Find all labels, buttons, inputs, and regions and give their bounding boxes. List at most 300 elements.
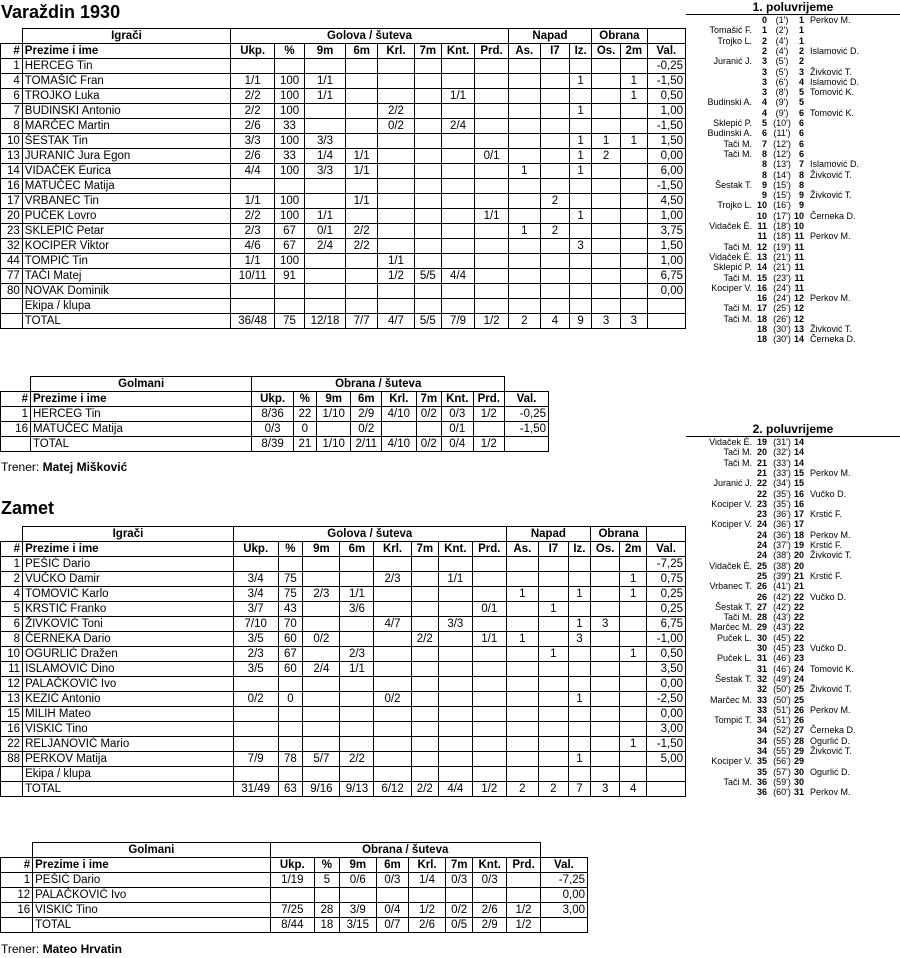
goal-minute: (4') [775,35,789,46]
col-val-header: Val. [540,858,587,873]
goal-minute: (36') [773,509,791,520]
player-number: 80 [1,284,23,299]
cell-iz [570,119,592,134]
cell-iz [570,284,592,299]
cell-i7 [540,284,569,299]
goal-event [686,458,900,468]
cell-iz: 1 [570,74,592,89]
cell-m2: 4 [620,782,647,797]
table-row [1,707,686,722]
goalkeeper-name: PALAČKOVIĆ Ivo [33,888,270,903]
home-score: 11 [757,231,767,242]
player-number: 13 [1,692,23,707]
cell-prd [472,587,506,602]
cell-m2 [621,254,648,269]
goal-minute: (1') [775,15,789,25]
cell-val: 6,75 [647,269,685,284]
home-score: 22 [756,488,767,499]
cell-krl [378,194,415,209]
cell-os [592,299,621,314]
home-scorer: Sklepić P. [713,262,752,273]
cell-prd [475,224,509,239]
away-score: 1 [798,35,804,46]
away-score: 22 [793,622,804,633]
cell-s6 [346,119,378,134]
cell-s9 [304,119,345,134]
cell-prd [475,59,509,74]
cell-s9: 3/3 [304,134,345,149]
table-row [1,164,686,179]
goal-minute: (2') [775,25,789,36]
cell-krl [374,647,411,662]
home-scorer: Šestak T. [715,673,752,684]
cell-val: 3,75 [647,224,685,239]
cell-s9: 2/4 [304,239,345,254]
home-score: 35 [756,756,767,767]
cell-prd: 1/2 [473,407,505,422]
cell-s9: 12/18 [304,314,345,329]
cell-prd [472,662,506,677]
home-score: 15 [756,272,767,283]
col-s6-header: 6m [340,542,374,557]
cell-val: 0,75 [647,572,686,587]
away-score: 6 [798,148,804,159]
cell-pct: 100 [275,254,305,269]
cell-krl [382,422,417,437]
cell-krl: 4/7 [374,617,411,632]
cell-os [592,59,621,74]
cell-iz [568,707,590,722]
cell-as [508,104,540,119]
cell-s7 [414,134,441,149]
away-scorer: Islamović D. [810,45,860,56]
cell-knt [441,284,475,299]
cell-s7 [414,254,441,269]
cell-s9: 1/4 [304,149,345,164]
goalkeeper-number [1,918,33,933]
goal-minute: (12') [773,138,791,149]
away-scorer: Tomović K. [810,107,855,118]
cell-s7 [414,194,441,209]
cell-s6: 2/2 [340,752,374,767]
cell-i7 [540,74,569,89]
cell-as [506,722,538,737]
goal-event [686,643,900,653]
col-ukp-header: Ukp. [270,858,315,873]
player-name: SKLEPIĆ Petar [22,224,230,239]
cell-ukp [233,767,278,782]
cell-knt: 2/6 [473,903,507,918]
cell-i7 [540,239,569,254]
cell-s9 [303,737,340,752]
player-name: PALAČKOVIĆ Ivo [23,677,234,692]
cell-krl [374,677,411,692]
away-score: 21 [793,581,804,592]
cell-as [506,647,538,662]
cell-s7 [414,224,441,239]
goal-event [686,756,900,766]
col-num-header: # [1,858,33,873]
home-score: 4 [761,97,767,108]
col-os-header: Os. [592,44,621,59]
away-score: 14 [793,437,804,447]
cell-s7: 5/5 [414,269,441,284]
attack-group-header: Napad [508,29,591,44]
cell-os: 1 [592,134,621,149]
cell-os [592,119,621,134]
player-name: TROJKO Luka [22,89,230,104]
table-row [1,134,686,149]
home-score: 35 [756,766,767,777]
spacer [647,527,686,542]
cell-prd [472,737,506,752]
cell-pct [275,179,305,194]
cell-knt [438,662,472,677]
goal-event [686,36,900,46]
cell-prd [475,194,509,209]
cell-iz [568,662,590,677]
away-score: 2 [798,56,804,67]
cell-pct: 67 [278,647,303,662]
cell-ukp: 8/44 [270,918,315,933]
cell-s6: 1/1 [340,587,374,602]
away-scorer: Ogurlić D. [810,735,851,746]
cell-krl: 0/2 [378,119,415,134]
cell-i7: 4 [540,314,569,329]
goal-minute: (45') [773,632,791,643]
cell-s7 [411,662,438,677]
player-number: 4 [1,74,23,89]
cell-knt: 2/4 [441,119,475,134]
col-num-header: # [1,44,23,59]
away-score: 1 [798,25,804,36]
cell-pct [278,737,303,752]
cell-iz: 1 [570,209,592,224]
player-name: HERCEG Tin [22,59,230,74]
cell-knt [441,104,475,119]
cell-val: 1,00 [647,209,685,224]
away-scorer: Živković T. [810,684,852,695]
home-score: 5 [761,118,767,128]
goal-minute: (42') [773,591,791,602]
cell-m2 [621,119,648,134]
cell-prd [472,677,506,692]
away-score: 12 [793,313,804,324]
player-name: PEŠIĆ Dario [23,557,234,572]
player-name: Ekipa / klupa [23,767,234,782]
cell-pct: 63 [278,782,303,797]
cell-i7 [540,269,569,284]
spacer [1,29,23,44]
player-number: 20 [1,209,23,224]
cell-os [592,254,621,269]
cell-knt [441,179,475,194]
cell-s7: 5/5 [414,314,441,329]
goal-minute: (30') [773,334,791,345]
cell-pct: 100 [275,209,305,224]
cell-os [592,224,621,239]
cell-iz: 1 [568,692,590,707]
cell-pct: 100 [275,104,305,119]
cell-s7 [414,209,441,224]
cell-ukp: 0/2 [233,692,278,707]
away-players-table [0,526,686,797]
cell-krl [378,299,415,314]
cell-s7 [411,587,438,602]
cell-s6: 9/13 [340,782,374,797]
cell-s6: 0/2 [351,422,382,437]
cell-as [508,134,540,149]
col-krl-header: Krl. [408,858,445,873]
player-number: 5 [1,602,23,617]
player-name: TAČI Matej [22,269,230,284]
home-score: 3 [761,56,767,67]
away-coach-name: Mateo Hrvatin [42,942,122,956]
goal-event [686,211,900,221]
home-score: 13 [756,251,767,262]
cell-i7 [540,104,569,119]
cell-krl [378,164,415,179]
cell-s7 [411,737,438,752]
home-score: 26 [756,581,767,592]
cell-s6: 1/1 [346,149,378,164]
goalkeeper-number: 1 [1,873,33,888]
cell-krl: 4/7 [378,314,415,329]
home-score: 32 [756,673,767,684]
cell-os [591,737,620,752]
home-score: 31 [756,653,767,664]
col-prd-header: Prd. [472,542,506,557]
cell-ukp: 8/36 [252,407,294,422]
cell-ukp: 1/1 [231,74,275,89]
goal-minute: (43') [773,612,791,623]
cell-ukp: 1/1 [231,194,275,209]
player-number: 8 [1,119,23,134]
col-m2-header: 2m [620,542,647,557]
cell-val: 1,50 [647,239,685,254]
cell-i7: 2 [540,194,569,209]
cell-pct: 91 [275,269,305,284]
away-score: 11 [794,241,804,252]
cell-i7 [538,767,568,782]
home-scorer: Tači M. [723,313,752,324]
cell-pct: 100 [275,74,305,89]
player-name: JURANIĆ Jura Egon [22,149,230,164]
cell-s6: 2/11 [351,437,382,452]
home-scorer: Vidaček Ė. [709,560,752,571]
cell-krl [378,149,415,164]
home-scorer: Juranić J. [713,56,752,67]
cell-knt [441,239,475,254]
goal-event [686,324,900,334]
table-row [1,647,686,662]
cell-s9 [304,269,345,284]
cell-val: -1,50 [647,74,685,89]
cell-knt [441,299,475,314]
cell-s9: 1/1 [304,209,345,224]
home-scorer: Tači M. [723,272,752,283]
player-number: 16 [1,179,23,194]
cell-val: 0,25 [647,602,686,617]
away-scorer: Černeka D. [810,210,856,221]
cell-prd [475,74,509,89]
col-val-header: Val. [505,392,549,407]
away-score: 24 [793,663,804,674]
player-name: VIDAČEK Ėurica [22,164,230,179]
cell-s9: 3/3 [304,164,345,179]
cell-ukp: 10/11 [231,269,275,284]
cell-s9: 5/7 [303,752,340,767]
away-score: 6 [798,118,804,128]
player-number: 7 [1,104,23,119]
player-name: KOCIPER Viktor [22,239,230,254]
cell-iz [568,737,590,752]
col-knt-header: Knt. [438,542,472,557]
goal-minute: (17') [773,210,791,221]
home-score: 12 [756,241,767,252]
col-s9-header: 9m [339,858,376,873]
cell-os [591,677,620,692]
cell-krl: 1/4 [408,873,445,888]
player-number: 1 [1,557,23,572]
home-score: 19 [756,437,767,447]
player-number [1,782,23,797]
goalkeepers-group-header: Golmani [33,843,270,858]
home-scorer: Kociper V. [711,498,752,509]
goal-event [686,128,900,138]
goal-minute: (56') [773,756,791,767]
col-pct-header: % [315,858,340,873]
goal-event [686,519,900,529]
table-row [1,209,686,224]
player-name: VISKIĆ Tino [23,722,234,737]
home-score: 11 [757,221,767,231]
cell-val [540,918,587,933]
cell-val [647,314,685,329]
goal-minute: (51') [773,715,791,726]
home-score: 34 [756,735,767,746]
cell-knt: 0/4 [441,437,473,452]
home-score: 30 [756,632,767,643]
goal-event [686,252,900,262]
cell-s7 [411,602,438,617]
goal-minute: (39') [773,570,791,581]
away-score: 8 [798,169,804,180]
cell-ukp: 2/6 [231,119,275,134]
goal-event [686,46,900,56]
player-number: 22 [1,737,23,752]
goal-event [686,715,900,725]
cell-as [508,299,540,314]
cell-s6 [340,617,374,632]
goal-minute: (50') [773,684,791,695]
cell-prd [475,299,509,314]
cell-prd [472,707,506,722]
home-score: 36 [756,776,767,787]
away-score: 12 [793,303,804,314]
cell-val: 0,00 [540,888,587,903]
away-score: 11 [794,231,804,242]
cell-os [592,104,621,119]
cell-ukp: 1/19 [270,873,315,888]
cell-as [508,254,540,269]
table-row [1,422,549,437]
home-score: 31 [756,663,767,674]
table-row [1,149,686,164]
away-score: 11 [794,262,804,273]
cell-pct: 18 [315,918,340,933]
goal-event [686,787,900,797]
cell-ukp [233,557,278,572]
home-score: 21 [756,457,767,468]
cell-s7 [414,104,441,119]
cell-s9 [303,722,340,737]
cell-s6 [346,254,378,269]
cell-prd [475,89,509,104]
player-number: 4 [1,587,23,602]
away-scorer: Perkov M. [810,529,851,540]
goal-minute: (24') [773,282,791,293]
cell-s7 [446,888,473,903]
cell-knt [441,134,475,149]
cell-s6 [340,722,374,737]
cell-s9 [339,888,376,903]
cell-m2 [621,149,648,164]
player-name: KEZIĆ Antonio [23,692,234,707]
col-iz-header: Iz. [568,542,590,557]
cell-prd [472,557,506,572]
cell-prd [475,104,509,119]
cell-s7: 2/2 [411,632,438,647]
player-name: KRSTIĆ Franko [23,602,234,617]
cell-i7 [538,692,568,707]
goal-event [686,97,900,107]
away-score: 20 [793,560,804,571]
cell-prd [475,119,509,134]
goal-event [686,77,900,87]
table-row [1,314,686,329]
cell-val [647,782,686,797]
cell-iz: 1 [568,587,590,602]
goalkeeper-number: 16 [1,903,33,918]
cell-s6: 2/3 [340,647,374,662]
cell-as [506,752,538,767]
home-team-title: Varaždin 1930 [1,2,121,22]
cell-iz: 3 [570,239,592,254]
cell-prd [475,269,509,284]
away-scorer: Tomović K. [810,87,855,98]
table-row [1,752,686,767]
home-score: 3 [761,66,767,77]
home-score: 34 [756,725,767,736]
cell-s9: 1/1 [304,74,345,89]
goal-event [686,283,900,293]
goal-event [686,478,900,488]
goal-event [686,540,900,550]
goal-minute: (23') [773,272,791,283]
cell-knt [438,707,472,722]
cell-pct [278,677,303,692]
home-scorer: Budinski A. [707,97,752,108]
cell-m2 [620,557,647,572]
cell-krl: 1/2 [378,269,415,284]
col-s7-header: 7m [411,542,438,557]
away-scorer: Perkov M. [810,293,851,304]
away-scorer: Krstić F. [810,509,843,520]
col-pct-header: % [275,44,305,59]
cell-knt [438,632,472,647]
cell-knt [438,677,472,692]
